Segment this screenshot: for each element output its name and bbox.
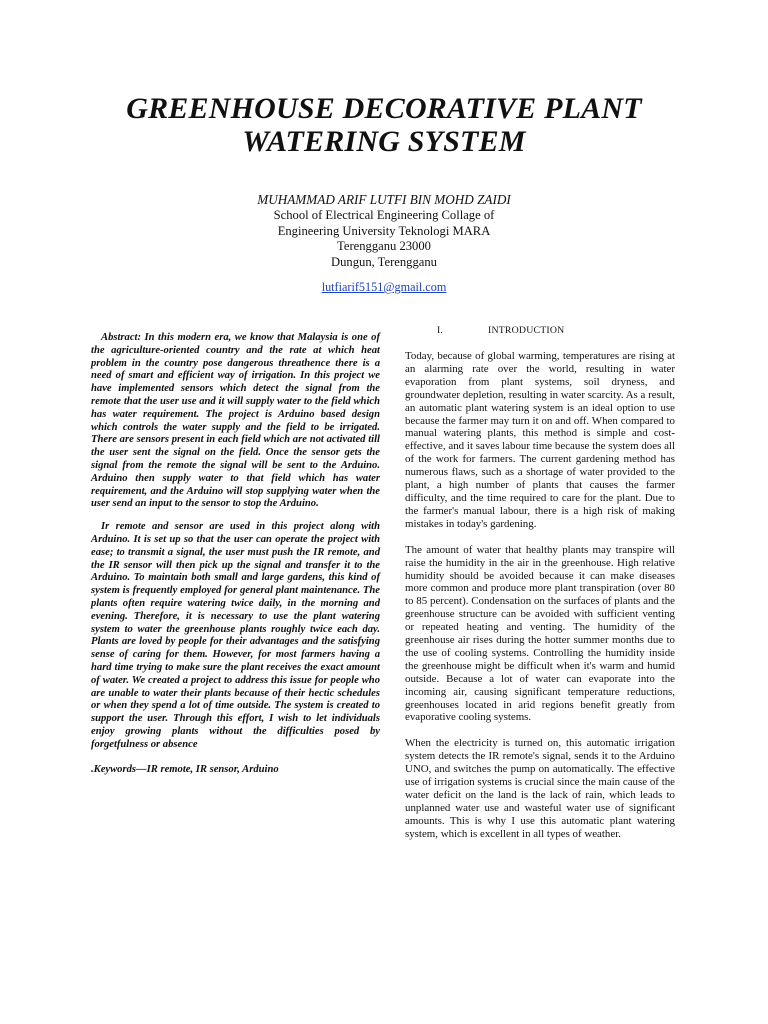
affiliation-line-1: School of Electrical Engineering Collage of	[273, 208, 495, 222]
title-line-1: GREENHOUSE DECORATIVE PLANT	[126, 92, 642, 125]
keywords-line: .Keywords—IR remote, IR sensor, Arduino	[91, 763, 279, 775]
affiliation-line-3: Terengganu 23000	[337, 239, 431, 253]
abstract-paragraph-2: Ir remote and sensor are used in this project along with Arduino. It is set up so that the user can operate the project with ease; to transmit a signal, the user must push the IR remote, and the IR sensor will then pick up the signal and transfer it to the Arduino. To maintain both small and large gardens, this kind of system is frequently employed for general plant maintenance. The plants often require watering twice daily, in the morning and evening. Therefore, it is necessary to use the plant watering system to water the greenhouse plants roughly twice each day. Plants are loved by people for their advantages and the satisfying sense of caring for them. However, for most farmers having a hard time trying to make sure the plant receives the exact amount of water. We created a project to address this issue for people who are unable to water their plants because of their hectic schedules or when they spend a lot of time outside. The system is created to support the user. Through this effort, I wish to let individuals enjoy growing plants without the difficulties posed by forgetfulness or absence	[91, 521, 380, 750]
section-title: INTRODUCTION	[488, 325, 565, 336]
affiliation-line-4: Dungun, Terengganu	[331, 254, 437, 269]
intro-paragraph-1: Today, because of global warming, temperatures are rising at an alarming rate over the world, resulting in water evaporation from plant systems, soil dryness, and groundwater depletion, resulting in water scarcity. As a result, an automatic plant watering system is an ideal option to use because the farmer may turn it on and off. When compared to manual watering plants, this method is simple and cost-effective, and it saves labour time because the system does all of the work for farmers. The current gardening method has numerous flaws, such as a shortage of water provided to the plant, a high number of plants that causes the farmer difficulty, and the time required to care for the plant. Due to the farmer's manual labour, there is a high risk of making mistakes in today's gardening.	[405, 350, 675, 530]
section-number: I.	[437, 325, 443, 336]
intro-paragraph-3: When the electricity is turned on, this automatic irrigation system detects the IR remote's signal, sends it to the Arduino UNO, and switches the pump on automatically. The effective use of irrigation systems is crucial since the main cause of the water deficit on the land is the lack of rain, which leads to unplanned water use and wasteful water use of significant amounts. This is why I use this automatic plant watering system, which is excellent in all types of weather.	[405, 737, 675, 840]
affiliation-line-2: Engineering University Teknologi MARA	[277, 223, 491, 238]
title-line-2: WATERING SYSTEM	[242, 125, 526, 158]
author-affiliation	[180, 208, 588, 270]
intro-paragraph-2: The amount of water that healthy plants may transpire will raise the humidity in the air in the greenhouse. High relative humidity should be avoided because it can make diseases more common and produce more plant transpiration (over 80 to 85 percent). Condensation on the surfaces of plants and the greenhouse structure can be avoided with sufficient venting or repeated heating and venting. The humidity of the greenhouse air rises during the hotter summer months due to the use of cooling systems. Controlling the humidity inside the greenhouse might be difficult when it's warm and humid outside. Because a lot of water can evaporate into the incoming air, causing significant temperature reductions, greenhouses located in arid regions benefit greatly from evaporative cooling systems.	[405, 543, 675, 724]
abstract-paragraph: Abstract: In this modern era, we know that Malaysia is one of the agriculture-oriented country and the rate at which heat problem in the country pose dangerous threathence there is a need of smart and efficient way of irrigation. In this project we have implemented sensors which detect the signal from the remote that the user use and it will supply water to the field which has water requirement. The project is Arduino based design which controls the water supply and the field to be irrigated. There are sensors present in each field which are not activated till the user sent the signal on the field. Once the sensor gets the signal from the remote the signal will be sent to the Arduino. Arduino then supply water to that field which has water requirement, and the Arduino will stop supplying water when the user send an input to the sensor to stop the Arduino.	[91, 332, 380, 510]
left-column	[91, 332, 380, 786]
author-name: MUHAMMAD ARIF LUTFI BIN MOHD ZAIDI	[257, 192, 511, 207]
section-heading-introduction	[405, 324, 675, 338]
right-column	[405, 324, 675, 854]
paper-title	[100, 92, 668, 158]
author-email-link[interactable]: lutfiarif5151@gmail.com	[321, 280, 447, 294]
